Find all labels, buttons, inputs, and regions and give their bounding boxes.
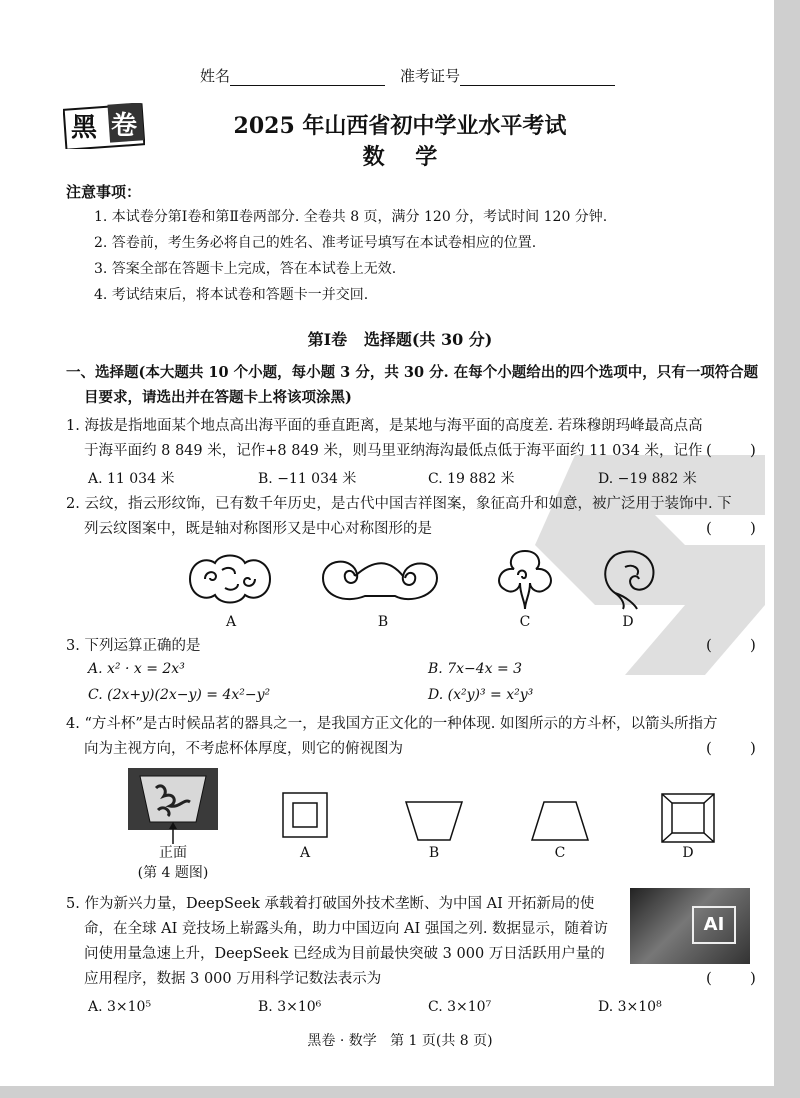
q2-cloud-a[interactable] — [180, 548, 280, 610]
q4-label-a: A — [299, 845, 311, 861]
scan-border-bottom — [0, 1086, 800, 1098]
section-title: 第Ⅰ卷 选择题(共 30 分) — [307, 330, 493, 349]
q2-label-a: A — [225, 614, 237, 630]
q4-label-b: B — [428, 845, 440, 861]
q4-label-c: C — [554, 845, 566, 861]
logo-text-2: 卷 — [111, 111, 138, 141]
q1-stem-2: 于海平面约 8 849 米，记作+8 849 米，则马里亚纳海沟最低点低于海平面约 11 034 米，记作 — [84, 443, 703, 459]
q4-front-caption: 正面 — [159, 845, 187, 861]
name-label: 姓名 — [200, 67, 231, 85]
part-intro: 一、选择题(本大题共 10 个小题，每小题 3 分，共 30 分. 在每个小题给出的四个选项中，只有一项符合题 — [66, 364, 759, 381]
q5-option-a[interactable]: A. 3×10⁵ — [88, 999, 152, 1015]
q4-figure-caption: (第 4 题图) — [137, 865, 209, 881]
q2-label-b: B — [377, 614, 389, 630]
q2-label-d: D — [622, 614, 634, 630]
q5-stem: 5. 作为新兴力量，DeepSeek 承载着打破国外技术垄断、为中国 AI 开拓新局的使 — [66, 896, 595, 912]
q2-stem-2: 列云纹图案中，既是轴对称图形又是中心对称图形的是 — [84, 521, 432, 537]
q5-stem-2: 命，在全球 AI 竞技场上崭露头角，助力中国迈向 AI 强国之列. 数据显示，随着访 — [84, 921, 609, 937]
q4-option-b-figure[interactable] — [404, 800, 464, 842]
name-field[interactable] — [200, 66, 385, 86]
q5-ai-chip: AI — [692, 906, 736, 944]
q2-cloud-c[interactable] — [490, 545, 560, 613]
q1-stem: 1. 海拔是指地面某个地点高出海平面的垂直距离，是某地与海平面的高度差. 若珠穆朗玛峰最高点高 — [66, 418, 703, 434]
q5-stem-3: 问使用量急速上升，DeepSeek 已经成为目前最快突破 3 000 万日活跃用户量的 — [84, 946, 605, 962]
q2-cloud-b[interactable] — [315, 548, 445, 610]
logo-text-1: 黑 — [71, 113, 98, 143]
q5-option-c[interactable]: C. 3×10⁷ — [428, 999, 492, 1015]
q3-stem: 3. 下列运算正确的是 — [66, 638, 201, 654]
q2-cloud-d[interactable] — [595, 545, 665, 613]
q4-cup-photo — [128, 768, 218, 830]
q1-option-a[interactable]: A. 11 034 米 — [88, 471, 175, 487]
q3-option-a[interactable]: A. x² · x = 2x³ — [88, 661, 185, 677]
note-item: 3. 答案全部在答题卡上完成，答在本试卷上无效. — [94, 261, 397, 277]
q5-option-b[interactable]: B. 3×10⁶ — [258, 999, 322, 1015]
q3-answer-blank[interactable]: ( ) — [706, 636, 756, 654]
q4-option-d-figure[interactable] — [660, 792, 716, 844]
page-footer: 黑卷 · 数学 第 1 页(共 8 页) — [307, 1033, 493, 1049]
q5-option-d[interactable]: D. 3×10⁸ — [598, 999, 662, 1015]
id-field[interactable] — [400, 66, 615, 86]
note-item: 1. 本试卷分第Ⅰ卷和第Ⅱ卷两部分. 全卷共 8 页，满分 120 分，考试时间 120 分钟. — [94, 209, 608, 225]
q1-option-d[interactable]: D. −19 882 米 — [598, 471, 697, 487]
q2-answer-blank[interactable]: ( ) — [706, 519, 756, 537]
q3-option-b[interactable]: B. 7x−4x = 3 — [428, 661, 523, 677]
q2-stem: 2. 云纹，指云形纹饰，已有数千年历史，是古代中国吉祥图案，象征高升和如意，被广泛用于装饰中. 下 — [66, 496, 732, 512]
q4-option-c-figure[interactable] — [530, 800, 590, 842]
q4-label-d: D — [682, 845, 694, 861]
q1-answer-blank[interactable]: ( ) — [706, 441, 756, 459]
q4-arrow-icon — [168, 822, 178, 844]
q4-option-a-figure[interactable] — [280, 790, 330, 840]
id-label: 准考证号 — [400, 67, 461, 85]
q4-stem-2: 向为主视方向，不考虑杯体厚度，则它的俯视图为 — [84, 741, 403, 757]
part-intro-2: 目要求，请选出并在答题卡上将该项涂黑) — [84, 389, 352, 406]
exam-title: 2025 年山西省初中学业水平考试 — [233, 113, 567, 139]
q5-ai-photo — [630, 888, 750, 964]
subject-title: 数 学 — [362, 144, 438, 170]
q1-option-c[interactable]: C. 19 882 米 — [428, 471, 515, 487]
q2-label-c: C — [519, 614, 531, 630]
q4-stem: 4. “方斗杯”是古时候品茗的器具之一，是我国方正文化的一种体现. 如图所示的方斗杯，以箭头所指方 — [66, 716, 718, 732]
q3-option-d[interactable]: D. (x²y)³ = x²y³ — [428, 687, 534, 703]
note-item: 4. 考试结束后，将本试卷和答题卡一并交回. — [94, 287, 369, 303]
q4-answer-blank[interactable]: ( ) — [706, 739, 756, 757]
q5-answer-blank[interactable]: ( ) — [706, 969, 756, 987]
notes-heading: 注意事项： — [66, 183, 142, 201]
name-line[interactable] — [230, 69, 385, 86]
q5-stem-4: 应用程序，数据 3 000 万用科学记数法表示为 — [84, 971, 382, 987]
q3-option-c[interactable]: C. (2x+y)(2x−y) = 4x²−y² — [88, 687, 271, 703]
id-line[interactable] — [460, 69, 615, 86]
q1-option-b[interactable]: B. −11 034 米 — [258, 471, 357, 487]
note-item: 2. 答卷前，考生务必将自己的姓名、准考证号填写在本试卷相应的位置. — [94, 235, 537, 251]
